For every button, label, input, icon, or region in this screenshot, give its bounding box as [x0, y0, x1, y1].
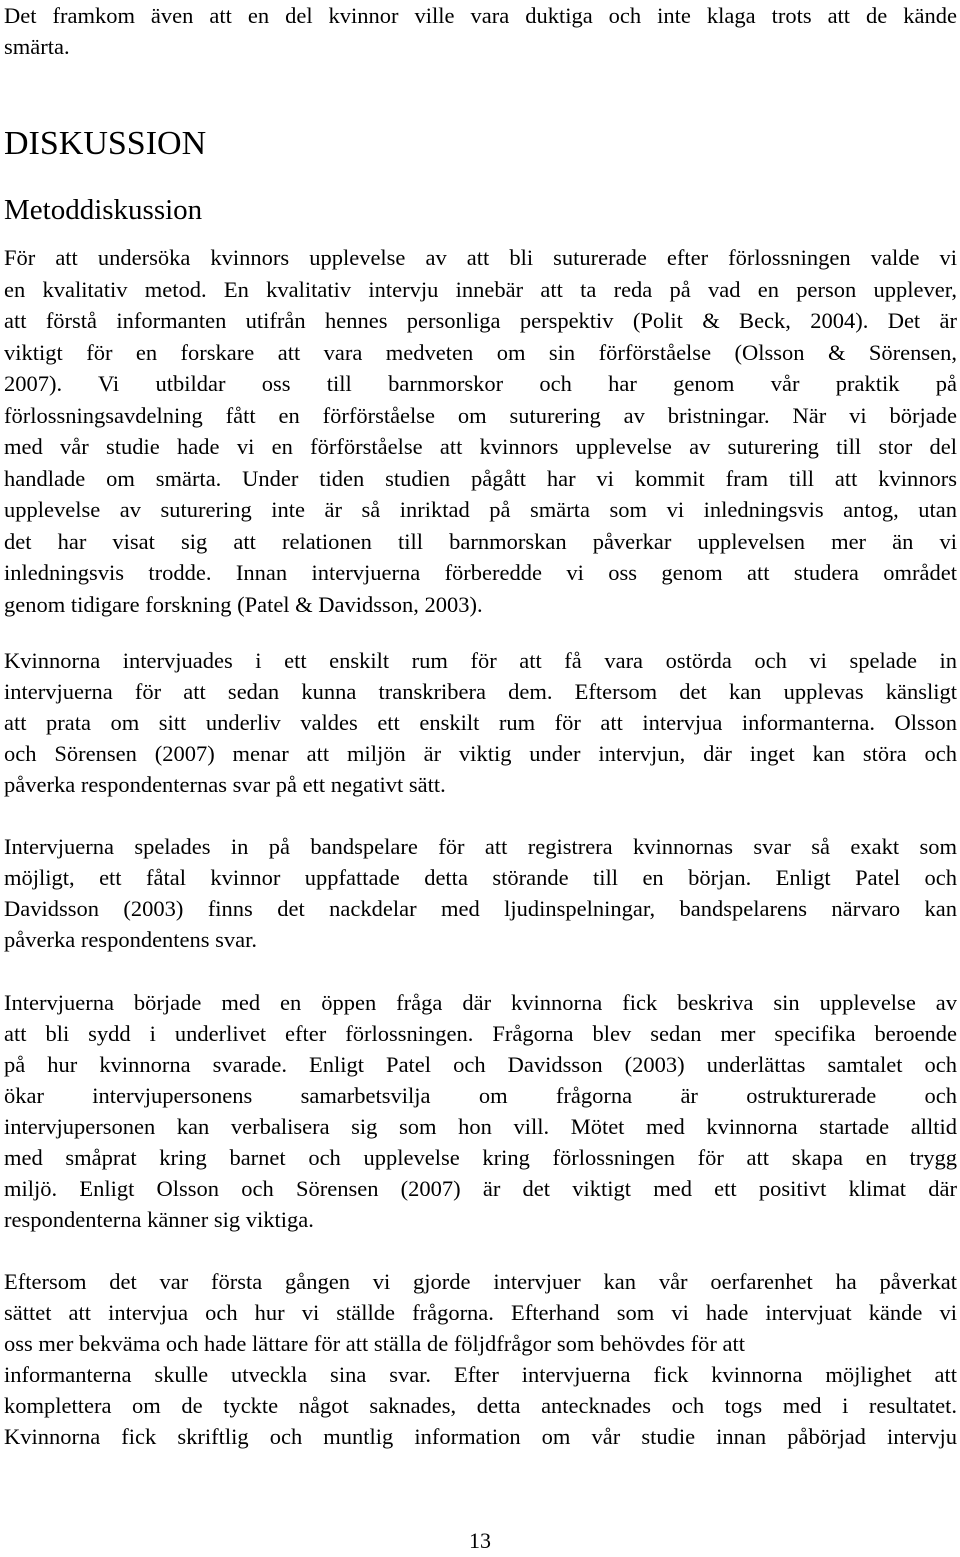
text-line: viktigt för en forskare att vara medveten om sin förförståelse (Olsson & Sörensen, [4, 339, 957, 365]
text-line: på hur kvinnorna svarade. Enligt Patel och Davidsson (2003) underlättas samtalet och [4, 1052, 957, 1077]
text-line: att förstå informanten utifrån hennes personliga perspektiv (Polit & Beck, 2004). Det är [4, 308, 957, 333]
text-line: smärta. [4, 34, 70, 59]
text-line: en kvalitativ metod. En kvalitativ intervju innebär att ta reda på vad en person upplever, [4, 276, 957, 302]
paragraph [4, 831, 957, 955]
text-line: med vår studie hade vi en förförståelse att kvinnors upplevelse av suturering till stor del [4, 434, 957, 459]
paragraph [4, 645, 957, 800]
text-line: intervjuerna för att sedan kunna transkribera dem. Eftersom det kan upplevas känsligt [4, 679, 957, 704]
text-line: möjligt, ett fåtal kvinnor uppfattade detta störande till en början. Enligt Patel och [4, 865, 957, 890]
text-line: att bli sydd i underlivet efter förlossningen. Frågorna blev sedan mer specifika beroende [4, 1021, 957, 1046]
text-line: påverka respondentens svar. [4, 927, 258, 952]
text-line: med småprat kring barnet och upplevelse kring förlossningen för att skapa en trygg [4, 1145, 957, 1170]
text-line: inledningsvis trodde. Innan intervjuerna förberedde vi oss genom att studera området [4, 560, 957, 585]
text-line: Intervjuerna spelades in på bandspelare för att registrera kvinnornas svar så exakt som [4, 834, 957, 859]
text-line: miljö. Enligt Olsson och Sörensen (2007) är det viktigt med ett positivt klimat där [4, 1176, 957, 1201]
section-heading: DISKUSSION [4, 125, 207, 162]
text-line: sättet att intervjua och hur vi ställde frågorna. Efterhand som vi hade intervjuat kände vi [4, 1300, 957, 1325]
text-line: det har visat sig att relationen till barnmorskan påverkar upplevelsen mer än vi [4, 528, 957, 554]
text-line: intervjupersonen kan verbalisera sig som hon vill. Mötet med kvinnorna startade alltid [4, 1114, 957, 1139]
text-line: upplevelse av suturering inte är så inriktad på smärta som vi inledningsvis antog, utan [4, 497, 957, 522]
text-line: informanterna skulle utveckla sina svar. Efter intervjuerna fick kvinnorna möjlighet att [4, 1362, 957, 1387]
text-line: Kvinnorna fick skriftlig och muntlig information om vår studie innan påbörjad intervju [4, 1424, 957, 1449]
paragraph [4, 1266, 957, 1452]
text-line: att prata om sitt underliv valdes ett enskilt rum för att intervjua informanterna. Olsson [4, 710, 957, 735]
intro-paragraph [4, 0, 957, 62]
text-line: Eftersom det var första gången vi gjorde intervjuer kan vår oerfarenhet ha påverkat [4, 1269, 957, 1294]
text-line: handlade om smärta. Under tiden studien pågått har vi kommit fram till att kvinnors [4, 465, 957, 491]
text-line: Davidsson (2003) finns det nackdelar med ljudinspelningar, bandspelarens närvaro kan [4, 896, 957, 921]
text-line: och Sörensen (2007) menar att miljön är viktig under intervjun, där inget kan störa och [4, 741, 957, 766]
text-line: 2007). Vi utbildar oss till barnmorskor och har genom vår praktik på [4, 371, 957, 396]
text-line: påverka respondenternas svar på ett negativt sätt. [4, 772, 446, 797]
text-line: Det framkom även att en del kvinnor ville vara duktiga och inte klaga trots att de kände [4, 3, 957, 28]
paragraph [4, 987, 957, 1235]
page-number: 13 [469, 1528, 491, 1553]
text-line: genom tidigare forskning (Patel & Davidsson, 2003). [4, 591, 483, 617]
text-line: komplettera om de tyckte något saknades, detta antecknades och togs med i resultatet. [4, 1393, 957, 1418]
text-line: Kvinnorna intervjuades i ett enskilt rum för att få vara ostörda och vi spelade in [4, 648, 957, 673]
paragraph [4, 242, 957, 620]
text-line: oss mer bekväma och hade lättare för att ställa de följdfrågor som behövdes för att [4, 1331, 745, 1356]
text-line: förlossningsavdelning fått en förförståelse om suturering av bristningar. När vi började [4, 402, 957, 428]
text-line: ökar intervjupersonens samarbetsvilja om frågorna är ostrukturerade och [4, 1083, 957, 1108]
text-line: Intervjuerna började med en öppen fråga där kvinnorna fick beskriva sin upplevelse av [4, 990, 957, 1015]
subsection-heading: Metoddiskussion [4, 194, 203, 226]
text-line: respondenterna känner sig viktiga. [4, 1207, 314, 1232]
text-line: För att undersöka kvinnors upplevelse av att bli suturerade efter förlossningen valde vi [4, 245, 957, 270]
